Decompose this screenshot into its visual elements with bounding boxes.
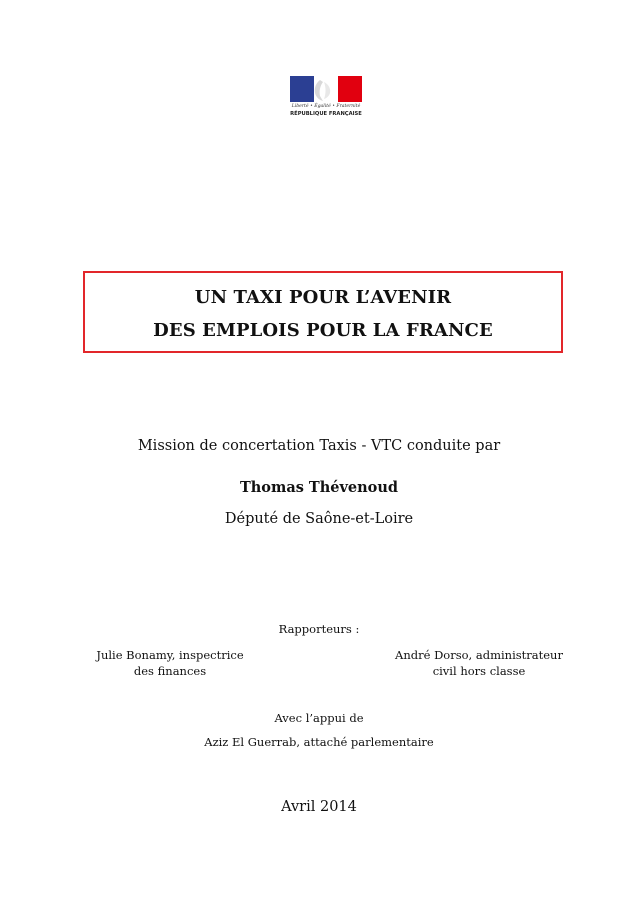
document-title-line-1: UN TAXI POUR L’AVENIR xyxy=(194,287,452,308)
title-box xyxy=(83,271,563,353)
document-title-line-2: DES EMPLOIS POUR LA FRANCE xyxy=(153,320,493,341)
republic-label: RÉPUBLIQUE FRANÇAISE xyxy=(290,111,362,117)
rapporteur-left-line-2: des finances xyxy=(133,664,207,678)
document-date: Avril 2014 xyxy=(281,799,357,815)
motto-text: Liberté • Égalité • Fraternité xyxy=(291,104,361,109)
support-label: Avec l’appui de xyxy=(274,711,364,725)
mission-lead-role: Député de Saône-et-Loire xyxy=(224,511,414,527)
rapporteur-right-line-1: André Dorso, administrateur xyxy=(395,648,563,662)
rapporteur-right-line-2: civil hors classe xyxy=(432,664,526,678)
mission-lead-name: Thomas Thévenoud xyxy=(239,479,399,496)
republique-francaise-logo xyxy=(287,74,365,122)
rapporteur-left-line-1: Julie Bonamy, inspectrice xyxy=(96,648,244,662)
rapporteurs-label: Rapporteurs : xyxy=(278,622,360,636)
support-name: Aziz El Guerrab, attaché parlementaire xyxy=(204,735,434,749)
mission-intro: Mission de concertation Taxis - VTC conduite par xyxy=(137,438,501,454)
marianne-flag-icon xyxy=(290,76,362,102)
